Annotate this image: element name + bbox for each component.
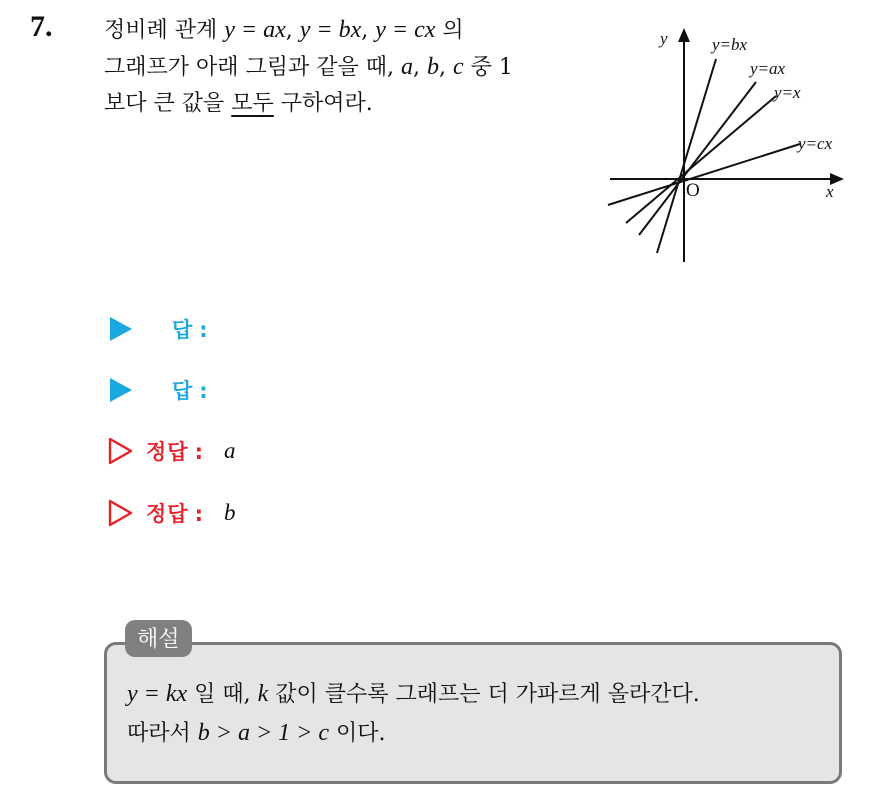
correct-answer-2 bbox=[108, 498, 235, 528]
label-cx: y=cx bbox=[798, 134, 833, 153]
correct-answer-1 bbox=[108, 436, 235, 466]
correct-label: 정답 : bbox=[146, 502, 204, 526]
underlined-word: 모두 bbox=[231, 91, 274, 116]
correct-value: b bbox=[223, 500, 236, 525]
equation-cx: y = cx bbox=[375, 17, 436, 43]
y-axis-label: y bbox=[660, 29, 668, 48]
y-axis-arrow-icon bbox=[678, 28, 690, 42]
solution-tab: 해설 bbox=[125, 620, 192, 657]
label-x: y=x bbox=[774, 83, 801, 102]
solution-text bbox=[127, 675, 837, 753]
origin-label: O bbox=[686, 180, 700, 201]
question-line-1: 정비례 관계 y = ax, y = bx, y = cx 의 bbox=[104, 17, 464, 43]
question-line-2: 그래프가 아래 그림과 같을 때, a, b, c 중 1 bbox=[104, 54, 513, 80]
question-line-3: 보다 큰 값을 모두 구하여라. bbox=[104, 91, 373, 116]
line-cx bbox=[608, 144, 800, 205]
solution-line-2: 따라서 b > a > 1 > c 이다. bbox=[127, 720, 386, 746]
x-axis-label: x bbox=[826, 182, 834, 201]
play-triangle-icon bbox=[110, 378, 132, 402]
label-bx: y=bx bbox=[712, 35, 748, 54]
correct-value: a bbox=[223, 438, 236, 463]
answer-blank-1 bbox=[110, 314, 209, 344]
question-number: 7. bbox=[30, 10, 53, 43]
graph-figure bbox=[600, 22, 860, 267]
question-text bbox=[104, 12, 594, 122]
outline-triangle-icon bbox=[108, 499, 134, 527]
answer-blank-2 bbox=[110, 375, 209, 405]
line-ax bbox=[639, 82, 756, 235]
equation-bx: y = bx bbox=[299, 17, 362, 43]
correct-label: 정답 : bbox=[146, 440, 204, 464]
outline-triangle-icon bbox=[108, 437, 134, 465]
play-triangle-icon bbox=[110, 317, 132, 341]
line-bx bbox=[657, 59, 716, 253]
answer-label: 답 : bbox=[172, 379, 209, 403]
solution-box bbox=[104, 642, 842, 784]
answer-label: 답 : bbox=[172, 318, 209, 342]
equation-ax: y = ax bbox=[224, 17, 286, 43]
label-ax: y=ax bbox=[750, 59, 786, 78]
solution-line-1: y = kx 일 때, k 값이 클수록 그래프는 더 가파르게 올라간다. bbox=[127, 681, 700, 707]
